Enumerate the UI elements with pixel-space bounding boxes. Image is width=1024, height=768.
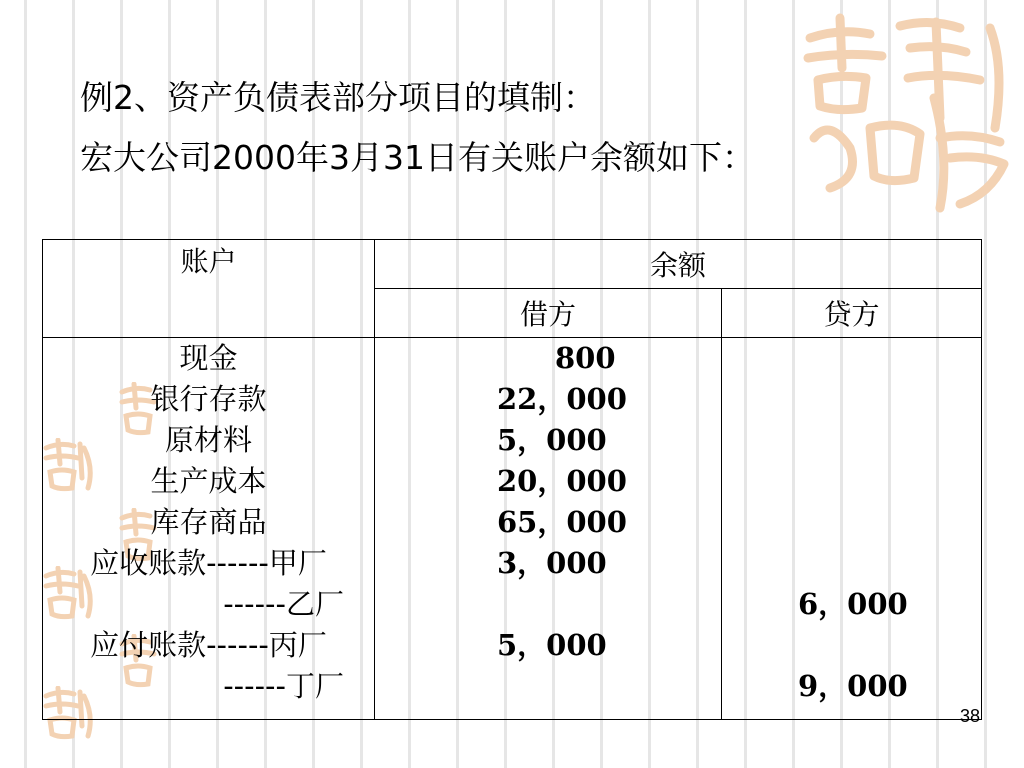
credit-amount: 6，000 xyxy=(798,587,908,621)
account-balance-table xyxy=(42,239,982,720)
debit-amount xyxy=(375,666,721,707)
credit-amount: 9，000 xyxy=(798,669,908,703)
debit-amount: 5，000 xyxy=(497,423,607,457)
credit-amount xyxy=(722,338,981,379)
slide-subtitle: 宏大公司2000年3月31日有关账户余额如下： xyxy=(80,138,755,177)
credit-amount xyxy=(722,379,981,420)
credit-amount xyxy=(722,420,981,461)
debit-amount: 65，000 xyxy=(497,505,627,539)
debit-amount: 800 xyxy=(555,341,616,375)
account-column xyxy=(43,338,375,720)
account-name: 现金 xyxy=(179,341,238,375)
account-name: 生产成本 xyxy=(150,464,267,498)
page-number: 38 xyxy=(959,706,980,726)
header-balance: 余额 xyxy=(375,240,982,289)
slide-title: 例2、资产负债表部分项目的填制： xyxy=(80,78,596,117)
debit-amount xyxy=(375,584,721,625)
credit-amount xyxy=(722,461,981,502)
account-name: 应收账款------甲厂 xyxy=(90,546,327,580)
account-name: 应付账款------丙厂 xyxy=(90,628,327,662)
debit-amount: 22，000 xyxy=(497,382,627,416)
table-header-row xyxy=(43,240,982,289)
header-debit: 借方 xyxy=(375,289,722,338)
account-name: ------丁厂 xyxy=(223,669,344,703)
table-body-row xyxy=(43,338,982,720)
debit-amount: 20，000 xyxy=(497,464,627,498)
credit-amount xyxy=(722,502,981,543)
account-name: 原材料 xyxy=(164,423,252,457)
header-account: 账户 xyxy=(43,240,375,338)
header-credit: 贷方 xyxy=(722,289,982,338)
debit-column xyxy=(375,338,722,720)
debit-amount: 5，000 xyxy=(497,628,607,662)
credit-amount xyxy=(722,625,981,666)
account-name: 银行存款 xyxy=(150,382,267,416)
credit-column xyxy=(722,338,982,720)
calligraphy-watermark xyxy=(790,8,1016,214)
credit-amount xyxy=(722,543,981,584)
account-name: ------乙厂 xyxy=(223,587,344,621)
account-name: 库存商品 xyxy=(150,505,267,539)
debit-amount: 3，000 xyxy=(497,546,607,580)
